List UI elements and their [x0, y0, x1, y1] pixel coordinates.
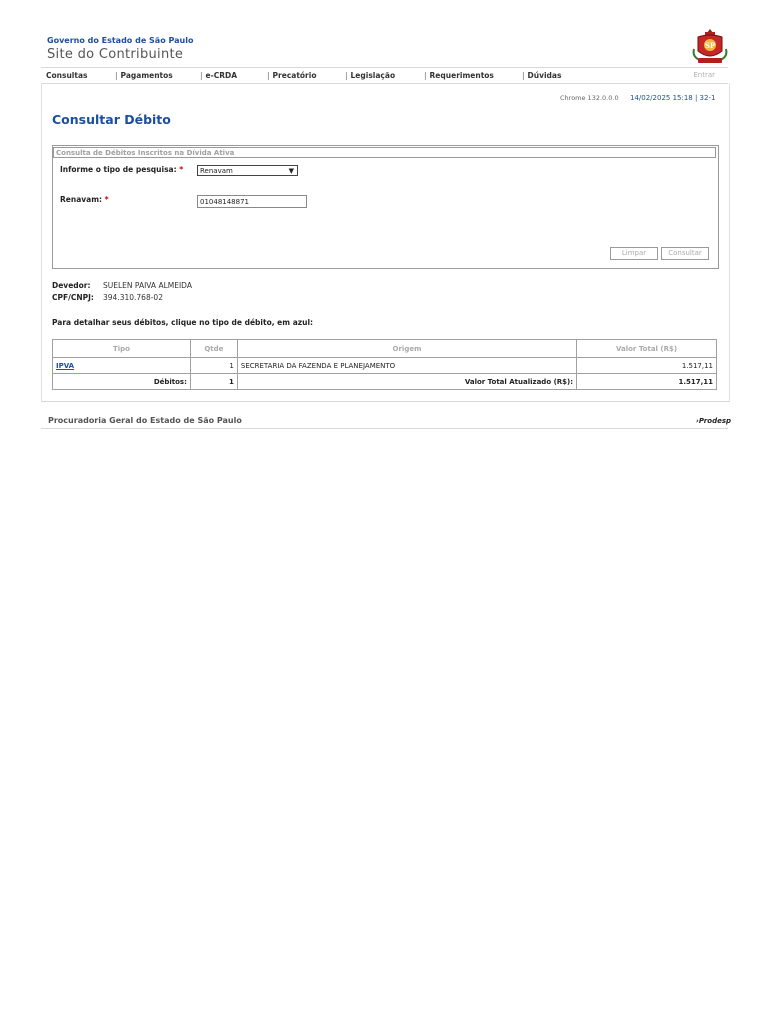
debt-valor: 1.517,11 — [577, 358, 717, 374]
instruction-text: Para detalhar seus débitos, clique no tipo de débito, em azul: — [52, 318, 314, 327]
table-summary-row — [53, 374, 717, 390]
sao-paulo-crest-logo[interactable] — [690, 27, 730, 67]
column-header-qtde: Qtde — [190, 340, 237, 358]
search-type-label: Informe o tipo de pesquisa: * — [60, 165, 184, 174]
debits-label: Débitos: — [53, 374, 191, 390]
table-row — [53, 358, 717, 374]
debits-count: 1 — [190, 374, 237, 390]
login-link[interactable]: Entrar — [693, 71, 715, 79]
clear-button[interactable]: Limpar — [610, 247, 658, 260]
column-header-valor: Valor Total (R$) — [577, 340, 717, 358]
nav-item-duvidas[interactable]: | Dúvidas — [522, 71, 562, 80]
nav-item-precatorio[interactable]: | Precatório — [267, 71, 317, 80]
renavam-label: Renavam: * — [60, 195, 109, 204]
debts-table — [52, 339, 717, 390]
total-label: Valor Total Atualizado (R$): — [237, 374, 576, 390]
crest-letters: SP — [704, 41, 716, 50]
debt-origem: SECRETARIA DA FAZENDA E PLANEJAMENTO — [237, 358, 576, 374]
required-mark: * — [104, 195, 109, 204]
debt-type-link-ipva[interactable]: IPVA — [56, 361, 75, 370]
total-value: 1.517,11 — [577, 374, 717, 390]
nav-item-legislacao[interactable]: | Legislação — [345, 71, 396, 80]
nav-item-pagamentos[interactable]: | Pagamentos — [115, 71, 173, 80]
page-title: Consultar Débito — [52, 112, 171, 127]
footer-divider — [41, 428, 728, 429]
submit-button[interactable]: Consultar — [661, 247, 709, 260]
cpf-label: CPF/CNPJ: — [52, 293, 94, 302]
debtor-name: SUELEN PAIVA ALMEIDA — [103, 281, 192, 290]
nav-item-consultas[interactable]: Consultas — [46, 71, 88, 80]
prodesp-logo[interactable]: ›Prodesp — [696, 417, 732, 425]
nav-item-requerimentos[interactable]: | Requerimentos — [424, 71, 494, 80]
session-datetime: 14/02/2025 15:18 | 32-1 — [630, 94, 716, 102]
site-title[interactable]: Site do Contribuinte — [47, 47, 184, 62]
top-navigation — [41, 67, 728, 84]
column-header-origem: Origem — [237, 340, 576, 358]
chevron-down-icon: ▼ — [288, 167, 294, 175]
debtor-label: Devedor: — [52, 281, 91, 290]
fieldset-legend: Consulta de Débitos Inscritos na Dívida Ativa — [53, 147, 716, 158]
renavam-input[interactable]: 01048148871 — [197, 195, 307, 208]
debt-qtde: 1 — [190, 358, 237, 374]
search-type-select[interactable]: Renavam ▼ — [197, 165, 298, 176]
government-title: Governo do Estado de São Paulo — [47, 36, 194, 45]
nav-item-ecrda[interactable]: | e-CRDA — [200, 71, 238, 80]
column-header-tipo: Tipo — [53, 340, 191, 358]
cpf-value: 394.310.768-02 — [103, 293, 163, 302]
table-header-row — [53, 340, 717, 358]
footer-organization: Procuradoria Geral do Estado de São Paulo — [48, 416, 242, 425]
required-mark: * — [179, 165, 184, 174]
browser-version: Chrome 132.0.0.0 — [560, 94, 619, 102]
